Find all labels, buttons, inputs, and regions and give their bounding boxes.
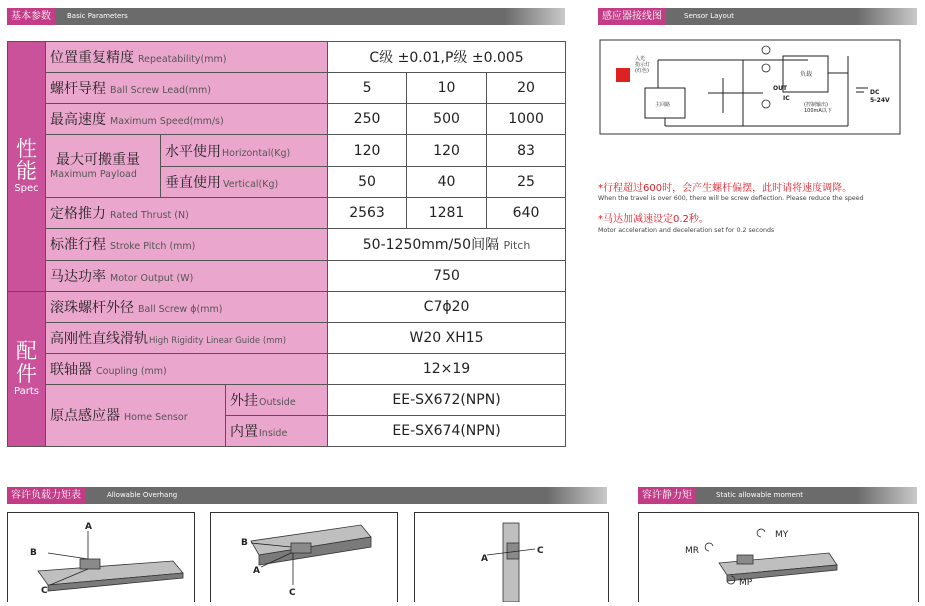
actuator-vertical-icon [415, 513, 608, 602]
value-payload-h-1: 120 [328, 135, 407, 167]
svg-text:主回路: 主回路 [655, 102, 671, 108]
overhang-title: 容许负载力矩表 [7, 487, 85, 504]
moment-my-icon [757, 529, 765, 537]
value-payload-h-3: 83 [487, 135, 566, 167]
value-sensor-inside: EE-SX674(NPN) [328, 415, 566, 446]
svg-text:MP: MP [739, 578, 753, 588]
svg-text:负载: 负载 [800, 71, 813, 78]
value-payload-v-1: 50 [328, 167, 407, 198]
value-payload-v-3: 25 [487, 167, 566, 198]
label-home-sensor: 原点感应器 Home Sensor [46, 384, 226, 446]
value-speed-2: 500 [407, 104, 487, 135]
svg-text:(控制输出): (控制输出) [804, 102, 828, 108]
row-motor [8, 260, 566, 291]
basic-params-title: 基本参数 [7, 8, 55, 25]
row-screw [8, 291, 566, 322]
label-lead: 螺杆导程 Ball Screw Lead(mm) [46, 73, 328, 104]
label-payload: 最大可搬重量 Maximum Payload [46, 135, 161, 198]
label-sensor-inside: 内置Inside [226, 415, 328, 446]
value-speed-3: 1000 [487, 104, 566, 135]
svg-text:C: C [537, 546, 544, 556]
value-sensor-outside: EE-SX672(NPN) [328, 384, 566, 415]
svg-text:A: A [253, 566, 260, 576]
svg-text:C: C [41, 586, 48, 596]
row-guide [8, 322, 566, 353]
actuator-wall-icon [211, 513, 397, 602]
value-payload-h-2: 120 [407, 135, 487, 167]
svg-text:100mA以下: 100mA以下 [804, 108, 832, 114]
overhang-header [7, 487, 607, 504]
overhang-diagram-2 [210, 512, 398, 602]
row-stroke [8, 229, 566, 260]
spec-table [7, 41, 566, 447]
label-guide: 高刚性直线滑轨High Rigidity Linear Guide (mm) [46, 322, 328, 353]
actuator-moment-icon [639, 513, 918, 602]
basic-params-title-en: Basic Parameters [67, 12, 128, 20]
static-moment-header [638, 487, 917, 504]
value-lead-2: 10 [407, 73, 487, 104]
label-stroke: 标准行程 Stroke Pitch (mm) [46, 229, 328, 260]
value-speed-1: 250 [328, 104, 407, 135]
static-moment-title-en: Static allowable moment [716, 491, 804, 499]
value-lead-1: 5 [328, 73, 407, 104]
overhang-title-en: Allowable Overhang [107, 491, 178, 499]
label-motor: 马达功率 Motor Output (W) [46, 260, 328, 291]
svg-text:MY: MY [775, 530, 789, 540]
value-motor: 750 [328, 260, 566, 291]
overhang-diagram-1 [7, 512, 195, 602]
row-lead [8, 73, 566, 104]
label-screw: 滚珠螺杆外径 Ball Screw ɸ(mm) [46, 291, 328, 322]
row-payload-horizontal [8, 135, 566, 167]
static-moment-diagram [638, 512, 919, 602]
svg-text:指示灯: 指示灯 [635, 62, 651, 68]
svg-text:入光: 入光 [635, 56, 646, 62]
moment-mr-icon [705, 543, 713, 551]
svg-text:5-24V: 5-24V [870, 97, 890, 104]
svg-text:C: C [289, 588, 296, 598]
row-repeatability [8, 42, 566, 73]
value-thrust-1: 2563 [328, 198, 407, 229]
diagram-frame [600, 40, 900, 134]
label-speed: 最高速度 Maximum Speed(mm/s) [46, 104, 328, 135]
row-speed [8, 104, 566, 135]
note-stroke-over-600: *行程超过600时，会产生螺杆偏摆，此时请将速度调降。 [598, 183, 853, 194]
label-payload-vertical: 垂直使用 Vertical(Kg) [161, 167, 328, 198]
label-sensor-outside: 外挂Outside [226, 384, 328, 415]
group-parts: 配 件 Parts [8, 291, 46, 446]
group-spec: 性 能 Spec [8, 42, 46, 292]
svg-text:OUT: OUT [773, 85, 788, 92]
sensor-layout-title: 感应器接线图 [598, 8, 666, 25]
value-stroke: 50-1250mm/50间隔 Pitch [328, 229, 566, 260]
sensor-layout-title-en: Sensor Layout [684, 12, 735, 20]
row-sensor-outside [8, 384, 566, 415]
static-moment-title: 容许静力矩 [638, 487, 696, 504]
svg-text:A: A [85, 522, 92, 532]
svg-text:DC: DC [870, 89, 880, 96]
value-guide: W20 XH15 [328, 322, 566, 353]
svg-text:A: A [481, 554, 488, 564]
svg-text:(红色): (红色) [635, 68, 649, 74]
actuator-horizontal-icon [8, 513, 194, 602]
value-thrust-2: 1281 [407, 198, 487, 229]
note-stroke-over-600-en: When the travel is over 600, there will be screw deflection. Please reduce the speed [598, 195, 864, 202]
value-payload-v-2: 40 [407, 167, 487, 198]
value-lead-3: 20 [487, 73, 566, 104]
value-thrust-3: 640 [487, 198, 566, 229]
value-screw: C7ɸ20 [328, 291, 566, 322]
note-acceleration-en: Motor acceleration and deceleration set for 0.2 seconds [598, 227, 775, 234]
label-thrust: 定格推力 Rated Thrust (N) [46, 198, 328, 229]
note-acceleration: *马达加减速设定0.2秒。 [598, 214, 709, 225]
svg-text:B: B [30, 548, 37, 558]
label-payload-horizontal: 水平使用Horizontal(Kg) [161, 135, 328, 167]
basic-params-header [7, 8, 565, 25]
indicator-led-icon [616, 68, 630, 82]
value-repeatability: C级 ±0.01,P级 ±0.005 [328, 42, 566, 73]
label-repeatability: 位置重复精度 Repeatability(mm) [46, 42, 328, 73]
svg-text:B: B [241, 538, 248, 548]
row-thrust [8, 198, 566, 229]
overhang-diagram-3 [414, 512, 609, 602]
value-coupling: 12×19 [328, 353, 566, 384]
label-coupling: 联轴器 Coupling (mm) [46, 353, 328, 384]
sensor-layout-header [598, 8, 917, 25]
svg-text:MR: MR [685, 546, 700, 556]
row-coupling [8, 353, 566, 384]
sensor-wiring-diagram [598, 38, 903, 136]
svg-text:IC: IC [783, 95, 790, 102]
